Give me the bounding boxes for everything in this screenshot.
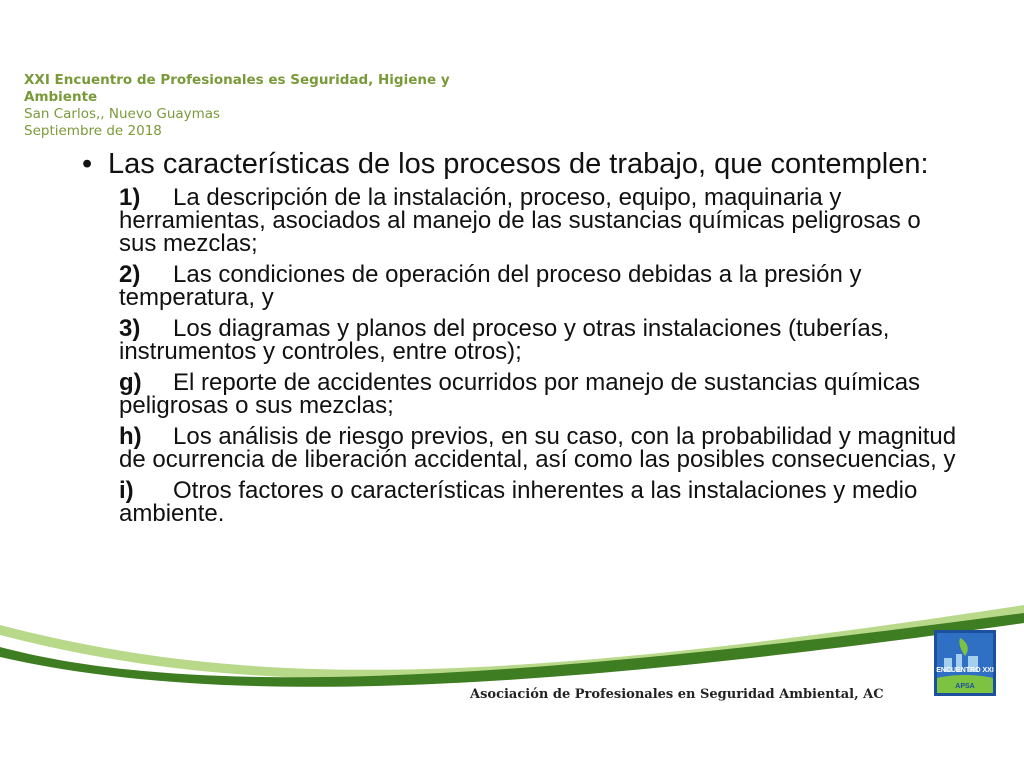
item-text: Otros factores o características inherentes a las instalaciones y medio ambiente. [119,477,918,527]
logo-text: ENCUENTRO XXI [936,667,994,674]
item-text: La descripción de la instalación, proceso, equipo, maquinaria y herramientas, asociados al manejo de las sustancias químicas peligrosas o sus mezclas; [119,184,921,257]
main-bullet-text: Las características de los procesos de trabajo, que contemplen: [108,148,929,180]
list-item [119,425,962,471]
event-title-line2: Ambiente [24,89,98,105]
item-label: 3) [119,315,141,342]
sub-items-list [119,186,962,525]
item-label: i) [119,477,134,504]
dark-wave [0,613,1024,687]
main-bullet [82,150,962,178]
item-label: g) [119,369,142,396]
item-text: El reporte de accidentes ocurridos por manejo de sustancias químicas peligrosas o sus mezclas; [119,369,921,419]
association-name: Asociación de Profesionales en Seguridad Ambiental, AC [470,687,884,702]
item-label: 1) [119,184,141,211]
item-label: h) [119,423,142,450]
bullet-dot-icon: • [82,148,93,180]
event-title-line1: XXI Encuentro de Profesionales es Seguridad, Higiene y [24,72,450,88]
item-text: Los diagramas y planos del proceso y otras instalaciones (tuberías, instrumentos y controles, entre otros); [119,315,890,365]
list-item [119,317,962,363]
list-item [119,263,962,309]
item-text: Las condiciones de operación del proceso debidas a la presión y temperatura, y [119,261,862,311]
encuentro-logo [934,630,996,696]
list-item [119,371,962,417]
slide-content [82,150,962,533]
item-label: 2) [119,261,141,288]
list-item [119,186,962,255]
event-location: San Carlos,, Nuevo Guaymas [24,106,221,122]
list-item [119,479,962,525]
logo-sub-text: APSA [955,683,975,690]
slide-header [24,72,464,140]
event-date: Septiembre de 2018 [24,123,162,139]
item-text: Los análisis de riesgo previos, en su caso, con la probabilidad y magnitud de ocurrencia de liberación accidental, así como las posibles consecuencias, y [119,423,957,473]
